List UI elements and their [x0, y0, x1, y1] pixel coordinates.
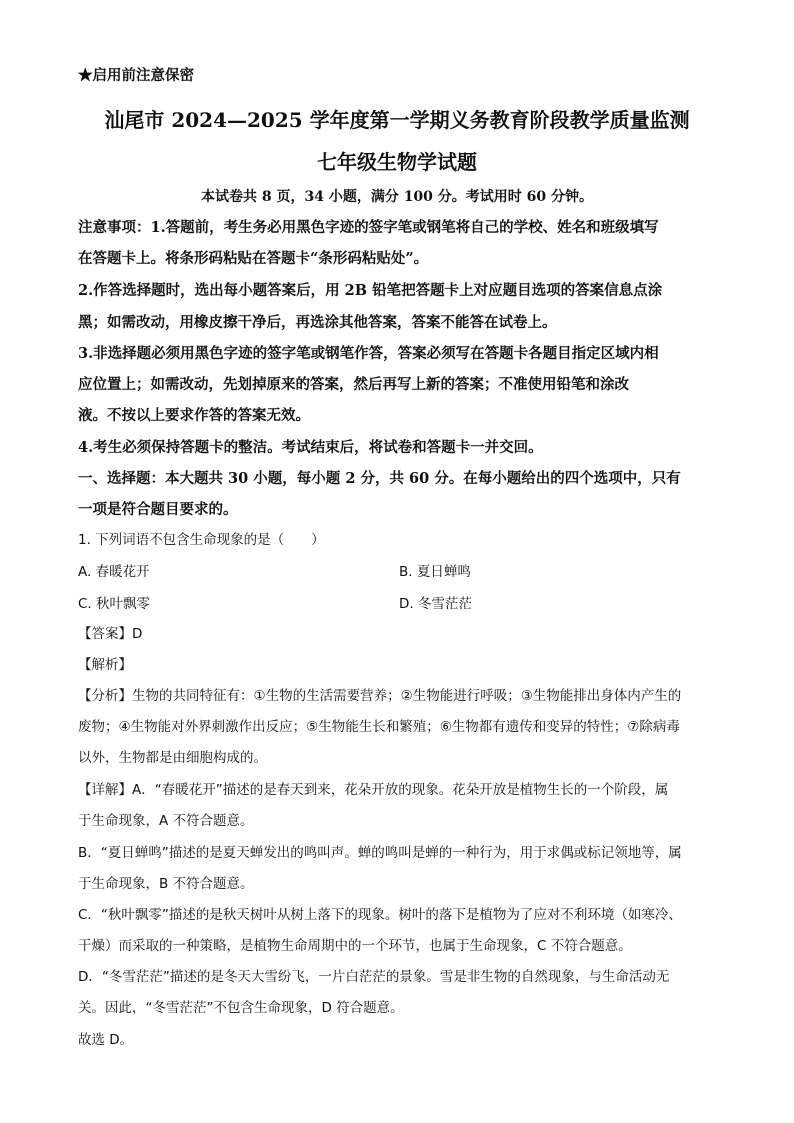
notice-line: 3.非选择题必须用黑色字迹的签字笔或钢笔作答，答案必须写在答题卡各题目指定区域内相: [78, 345, 659, 362]
section-heading: 一、选择题：本大题共 30 小题，每小题 2 分，共 60 分。在每小题给出的四个选项中，只有: [78, 470, 681, 487]
detail-text: B．“夏日蝉鸣”描述的是夏天蝉发出的鸣叫声。蝉的鸣叫是蝉的一种行为，用于求偶或标记领地等，属: [78, 845, 682, 861]
detail-text: 干燥）而采取的一种策略，是植物生命周期中的一个环节，也属于生命现象，C 不符合题意。: [78, 938, 632, 954]
detail-text: C．“秋叶飘零”描述的是秋天树叶从树上落下的现象。树叶的落下是植物为了应对不利环境（如寒冷、: [78, 907, 682, 923]
detail-text: D．“冬雪茫茫”描述的是冬天大雪纷飞，一片白茫茫的景象。雪是非生物的自然现象，与生命活动无: [78, 969, 670, 985]
notice-line: 黑；如需改动，用橡皮擦干净后，再选涂其他答案，答案不能答在试卷上。: [78, 314, 557, 331]
notice-line: 注意事项：1.答题前，考生务必用黑色字迹的签字笔或钢笔将自己的学校、姓名和班级填写: [78, 219, 659, 236]
notice-line: 液。不按以上要求作答的答案无效。: [78, 407, 310, 424]
confidential-label: ★启用前注意保密: [78, 67, 194, 84]
section-heading: 一项是符合题目要求的。: [78, 501, 238, 518]
notice-line: 应位置上；如需改动，先划掉原来的答案，然后再写上新的答案；不准使用铅笔和涂改: [78, 376, 629, 393]
option-a: A. 春暖花开: [78, 564, 150, 580]
analysis-text: 【分析】生物的共同特征有：①生物的生活需要营养；②生物能进行呼吸；③生物能排出身体内产生的: [78, 688, 682, 704]
question-stem: 1. 下列词语不包含生命现象的是（ ）: [78, 532, 325, 548]
exam-subject-title: 七年级生物学试题: [317, 150, 477, 174]
conclusion-text: 故选 D。: [78, 1032, 134, 1048]
analysis-label: 【解析】: [78, 657, 132, 673]
notice-line: 2.作答选择题时，选出每小题答案后，用 2B 铅笔把答题卡上对应题目选项的答案信息点涂: [78, 282, 663, 299]
notice-line: 在答题卡上。将条形码粘贴在答题卡“条形码粘贴处”。: [78, 250, 429, 267]
notice-line: 4.考生必须保持答题卡的整洁。考试结束后，将试卷和答题卡一并交回。: [78, 439, 543, 456]
detail-text: 【详解】A．“春暖花开”描述的是春天到来，花朵开放的现象。花朵开放是植物生长的一个阶段，属: [78, 782, 669, 798]
detail-text: 于生命现象，A 不符合题意。: [78, 813, 254, 829]
option-c: C. 秋叶飘零: [78, 596, 151, 612]
exam-info: 本试卷共 8 页，34 小题，满分 100 分。考试用时 60 分钟。: [200, 189, 594, 205]
detail-text: 关。因此，“冬雪茫茫”不包含生命现象，D 符合题意。: [78, 1000, 404, 1016]
option-b: B. 夏日蝉鸣: [399, 564, 471, 580]
detail-text: 于生命现象，B 不符合题意。: [78, 876, 254, 892]
analysis-text: 以外，生物都是由细胞构成的。: [78, 750, 267, 766]
exam-title: 汕尾市 2024—2025 学年度第一学期义务教育阶段教学质量监测: [104, 108, 690, 132]
option-d: D. 冬雪茫茫: [399, 596, 472, 612]
answer: 【答案】D: [78, 626, 143, 642]
analysis-text: 废物；④生物能对外界刺激作出反应；⑤生物能生长和繁殖；⑥生物都有遗传和变异的特性；⑦除病毒: [78, 719, 680, 735]
